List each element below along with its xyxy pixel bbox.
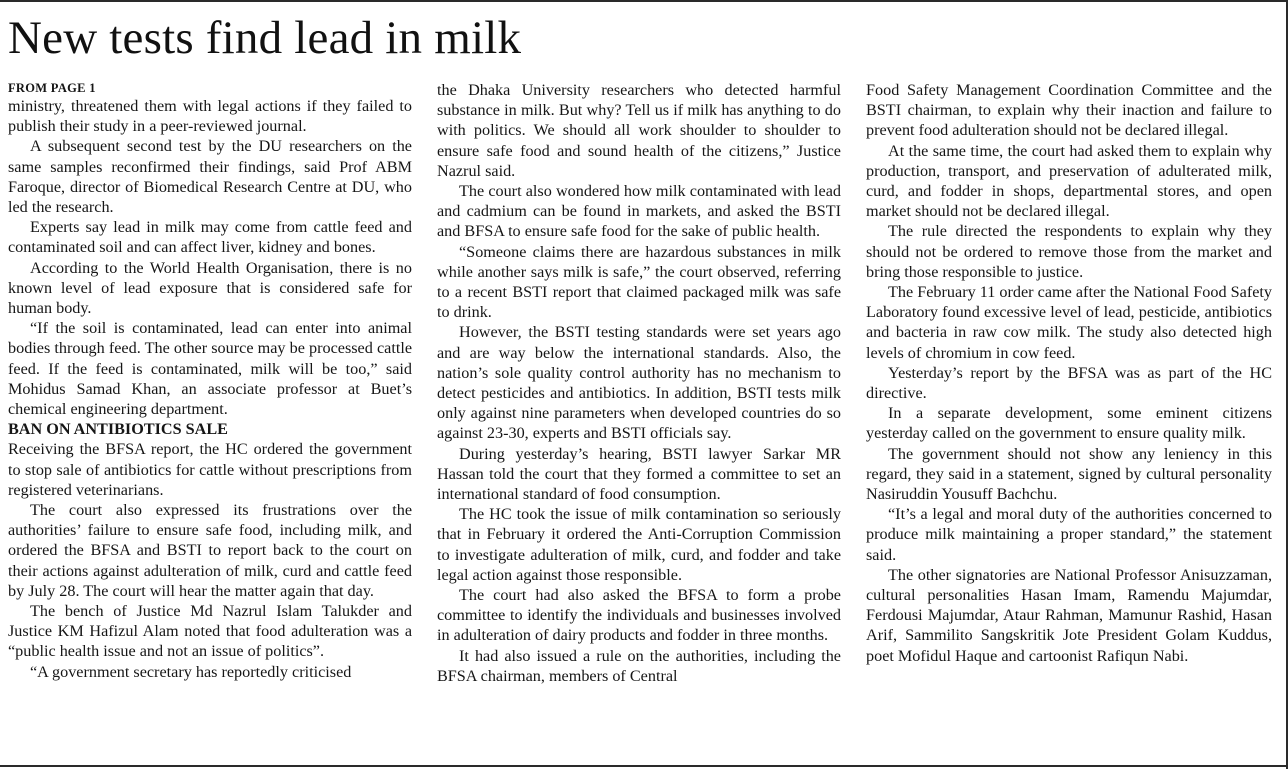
article-paragraph: “Someone claims there are hazardous substances in milk while another says milk is safe,” the court observed, referring to a recent BSTI report that claimed packaged milk was safe to drink. (437, 242, 841, 322)
article-paragraph: The government should not show any leniency in this regard, they said in a statement, signed by cultural personality Nasiruddin Yousuff Bachchu. (866, 444, 1272, 504)
article-paragraph: “It’s a legal and moral duty of the authorities concerned to produce milk maintaining a proper standard,” the statement said. (866, 505, 1272, 564)
article-paragraph: The February 11 order came after the National Food Safety Laboratory found excessive level of lead, pesticide, antibiotics and bacteria in raw cow milk. The study also detected high levels of chromium in cow feed. (866, 283, 1272, 362)
article-paragraph: The bench of Justice Md Nazrul Islam Talukder and Justice KM Hafizul Alam noted that food adulteration was a “public health issue and not an issue of politics”. (8, 602, 412, 661)
article-column-3 (866, 80, 1272, 765)
article-paragraph: The court had also asked the BFSA to form a probe committee to identify the individuals and businesses involved in adulteration of dairy products and fodder in three months. (437, 586, 841, 645)
article-column-2 (437, 80, 841, 765)
headline: New tests find lead in milk (8, 12, 522, 64)
article-paragraph: According to the World Health Organisation, there is no known level of lead exposure that is considered safe for human body. (8, 258, 412, 318)
article-paragraph: In a separate development, some eminent citizens yesterday called on the government to ensure quality milk. (866, 404, 1272, 443)
article-column-1 (8, 80, 412, 765)
article-paragraph: Experts say lead in milk may come from cattle feed and contaminated soil and can affect liver, kidney and bones. (8, 218, 412, 257)
article-paragraph: “If the soil is contaminated, lead can enter into animal bodies through feed. The other source may be processed cattle feed. If the feed is contaminated, milk will be too,” said Mohidus Samad Khan, an associate professor at Buet’s chemical engineering department. (8, 319, 412, 419)
article-paragraph: the Dhaka University researchers who detected harmful substance in milk. But why? Tell us if milk has anything to do with politics. We should all work shoulder to shoulder to ensure safe food and sound health of the citizens,” Justice Nazrul said. (437, 81, 841, 180)
article-paragraph: During yesterday’s hearing, BSTI lawyer Sarkar MR Hassan told the court that they formed a committee to set an international standard of food consumption. (437, 444, 841, 504)
article-paragraph: At the same time, the court had asked them to explain why production, transport, and preservation of adulterated milk, curd, and fodder in shops, departmental stores, and open market should not be declared illegal. (866, 141, 1272, 221)
article-paragraph: The court also expressed its frustrations over the authorities’ failure to ensure safe food, including milk, and ordered the BFSA and BSTI to report back to the court on their actions against adulteration of milk, curd and cattle feed by July 28. The court will hear the matter again that day. (8, 501, 412, 600)
article-paragraph: A subsequent second test by the DU researchers on the same samples reconfirmed their findings, said Prof ABM Faroque, director of Biomedical Research Centre at DU, who led the research. (8, 137, 412, 217)
article-paragraph: Food Safety Management Coordination Committee and the BSTI chairman, to explain why their inaction and failure to prevent food adulteration should not be declared illegal. (866, 81, 1272, 140)
article-paragraph: ministry, threatened them with legal actions if they failed to publish their study in a peer-reviewed journal. (8, 97, 412, 136)
continuation-kicker: FROM PAGE 1 (8, 81, 96, 95)
article-paragraph: It had also issued a rule on the authorities, including the BFSA chairman, members of Central (437, 646, 841, 685)
article-paragraph: Receiving the BFSA report, the HC ordered the government to stop sale of antibiotics for cattle without prescriptions from registered veterinarians. (8, 440, 412, 499)
article-paragraph: The court also wondered how milk contaminated with lead and cadmium can be found in markets, and asked the BSTI and BFSA to ensure safe food for the sake of public health. (437, 182, 841, 241)
article-paragraph: “A government secretary has reportedly criticised (30, 662, 352, 681)
article-paragraph: The rule directed the respondents to explain why they should not be ordered to remove those from the market and bring those responsible to justice. (866, 222, 1272, 281)
article-paragraph: However, the BSTI testing standards were set years ago and are way below the international standards. Also, the nation’s sole quality control authority has no mechanism to detect pesticides and antibiotics. In addition, BSTI tests milk only against nine parameters when developed countries do so against 23-30, experts and BSTI officials say. (437, 323, 841, 443)
article-paragraph: Yesterday’s report by the BFSA was as part of the HC directive. (866, 363, 1272, 403)
article-paragraph: The other signatories are National Professor Anisuzzaman, cultural personalities Hasan Imam, Ramendu Majumdar, Ferdousi Majumdar, Ataur Rahman, Mamunur Rashid, Hasan Arif, Sammilito Sangskritik Jote President Golam Kuddus, poet Mofidul Haque and cartoonist Rafiqun Nabi. (866, 565, 1272, 665)
article-paragraph: The HC took the issue of milk contamination so seriously that in February it ordered the Anti-Corruption Commission to investigate adulteration of milk, curd, and fodder and take legal action against those responsible. (437, 505, 841, 584)
bottom-rule (0, 765, 1286, 767)
section-subhead: BAN ON ANTIBIOTICS SALE (8, 420, 228, 439)
